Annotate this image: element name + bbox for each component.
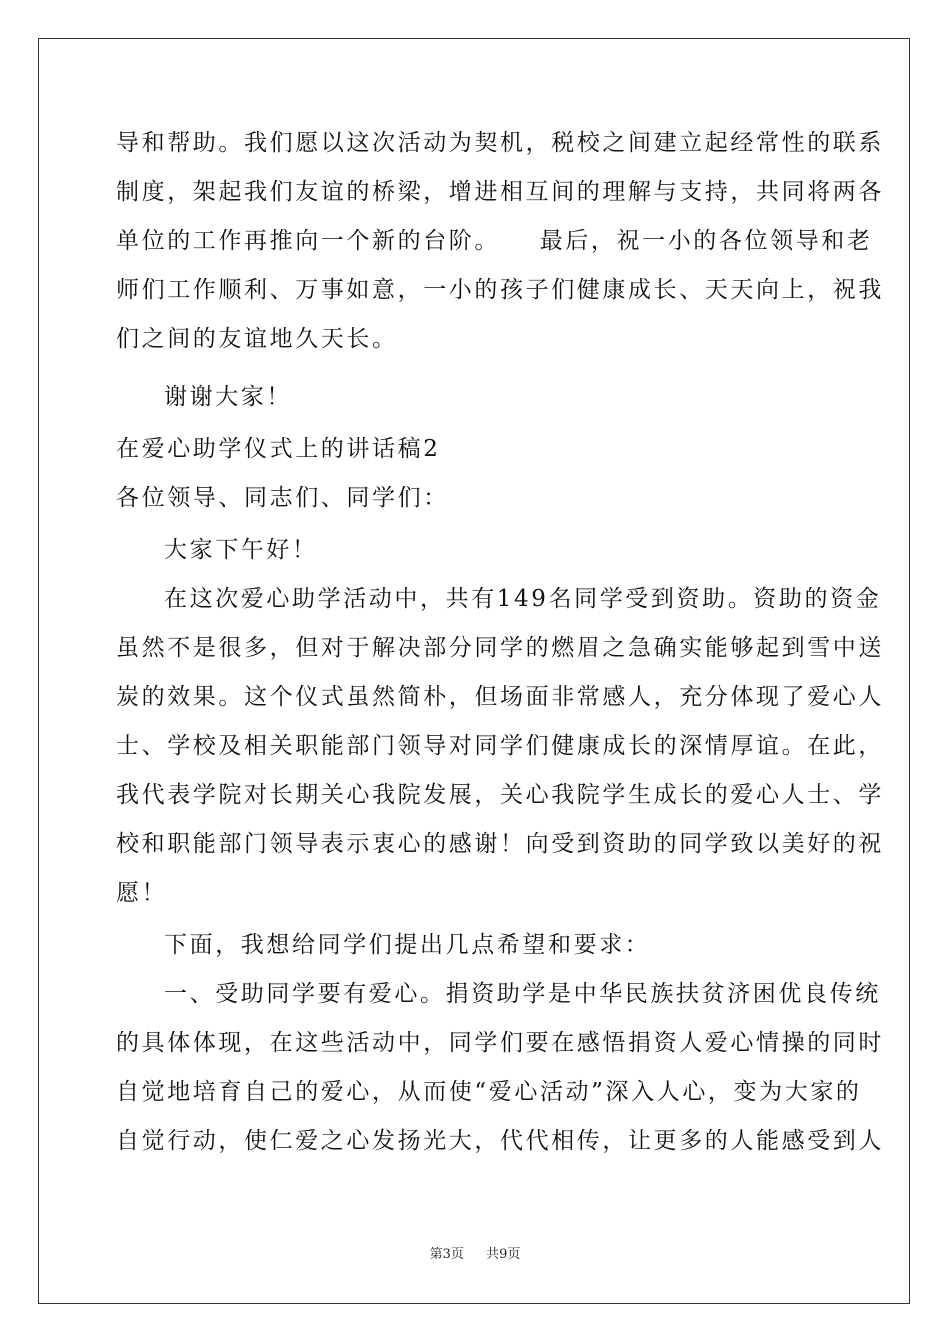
page-number: 第3页	[429, 1247, 464, 1262]
greeting: 大家下午好！	[164, 537, 318, 563]
paragraph-line: 自觉地培育自己的爱心，从而使“爱心活动”深入人心，变为大家的	[116, 1079, 862, 1105]
paragraph-line: 师们工作顺利、万事如意，一小的孩子们健康成长、天天向上，祝我	[116, 277, 884, 303]
paragraph-line: 我代表学院对长期关心我院发展，关心我院学生成长的爱心人士、学	[116, 782, 884, 808]
paragraph-line: 导和帮助。我们愿以这次活动为契机，税校之间建立起经常性的联系	[116, 130, 884, 156]
salutation: 各位领导、同志们、同学们：	[116, 485, 449, 511]
paragraph-line: 们之间的友谊地久天长。	[116, 326, 398, 352]
paragraph-line: 校和职能部门领导表示衷心的感谢！向受到资助的同学致以美好的祝	[116, 831, 884, 857]
paragraph-line: 制度，架起我们友谊的桥梁，增进相互间的理解与支持，共同将两各	[116, 179, 884, 205]
paragraph-line: 单位的工作再推向一个新的台阶。 最后，祝一小的各位领导和老	[116, 228, 873, 254]
paragraph-line: 一、受助同学要有爱心。捐资助学是中华民族扶贫济困优良传统	[164, 981, 881, 1007]
paragraph-line: 愿！	[116, 880, 168, 906]
paragraph-line: 虽然不是很多，但对于解决部分同学的燃眉之急确实能够起到雪中送	[116, 635, 884, 661]
paragraph-line: 在这次爱心助学活动中，共有149名同学受到资助。资助的资金	[164, 586, 882, 612]
closing-thanks: 谢谢大家！	[164, 384, 292, 410]
section-title: 在爱心助学仪式上的讲话稿2	[116, 436, 441, 462]
paragraph-line: 的具体体现，在这些活动中，同学们要在感悟捐资人爱心情操的同时	[116, 1030, 884, 1056]
paragraph-line: 下面，我想给同学们提出几点希望和要求：	[164, 932, 651, 958]
paragraph-line: 自觉行动，使仁爱之心发扬光大，代代相传，让更多的人能感受到人	[116, 1128, 884, 1154]
page-total: 共9页	[486, 1247, 521, 1262]
paragraph-line: 士、学校及相关职能部门领导对同学们健康成长的深情厚谊。在此，	[116, 733, 884, 759]
paragraph-line: 炭的效果。这个仪式虽然简朴，但场面非常感人，充分体现了爱心人	[116, 684, 884, 710]
page-footer	[0, 1243, 950, 1262]
